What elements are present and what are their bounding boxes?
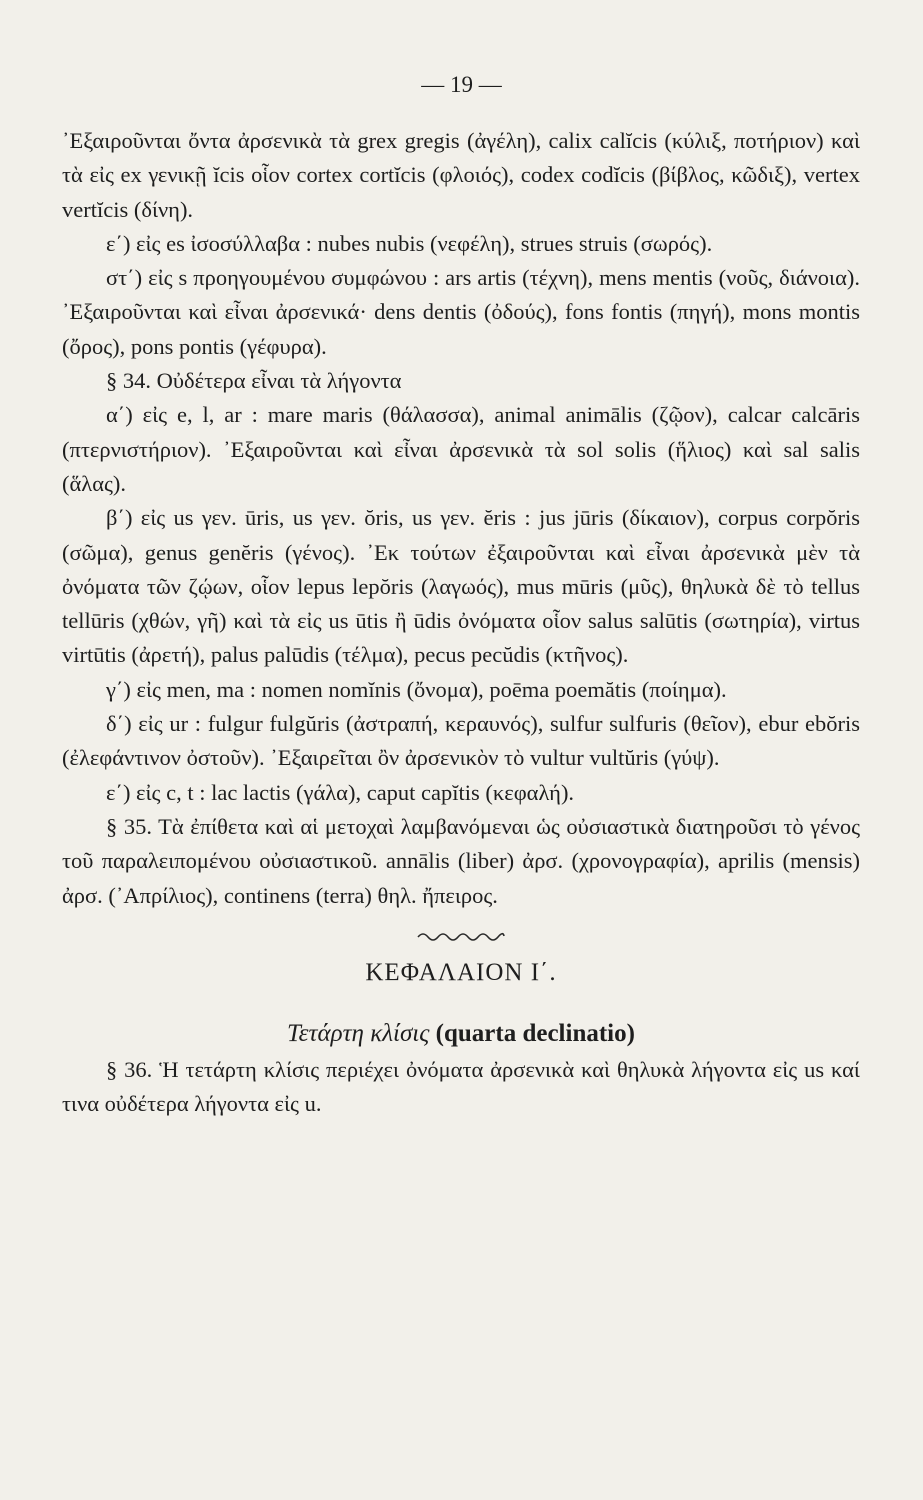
subtitle-latin: (quarta declinatio) bbox=[435, 1019, 635, 1047]
paragraph-s-consonant: στ΄) εἰς s προηγουμένου συμφώνου : ars artis (τέχνη), mens mentis (νοῦς, διάνοια). ᾿Εξαιροῦνται καὶ εἶναι ἀρσενικά· dens dentis (ὀδούς), fons fontis (πηγή), mons montis (ὄρος), pons pontis (γέφυρα). bbox=[62, 265, 860, 359]
paragraph-us: β΄) εἰς us γεν. ūris, us γεν. ŏris, us γεν. ĕris : jus jūris (δίκαιον), corpus corpŏris (σῶμα), genus genĕris (γένος). ᾿Εκ τούτων ἐξαιροῦνται καὶ εἶναι ἀρσενικὰ μὲν τὰ ὀνόματα τῶν ζῴων, οἷον lepus lepŏris (λαγωός), mus mūris (μῦς), θηλυκὰ δὲ τὸ tellus tellūris (χθών, γῆ) καὶ τὰ εἰς us ūtis ἢ ūdis ὀνόματα οἷον salus salūtis (σωτηρία), virtus virtūtis (ἀρετή), palus palūdis (τέλμα), pecus pecŭdis (κτῆνος). bbox=[62, 505, 860, 668]
section-35: § 35. Τὰ ἐπίθετα καὶ αἱ μετοχαὶ λαμβανόμεναι ὡς οὐσιαστικὰ διατηροῦσι τὸ γένος τοῦ παραλειπομένου οὐσιαστικοῦ. annālis (liber) ἀρσ. (χρονογραφία), aprilis (mensis) ἀρσ. (᾿Απρίλιος), continens (terra) θηλ. ἤπειρος. bbox=[62, 813, 860, 908]
page-body bbox=[62, 124, 860, 1121]
paragraph-es: ε΄) εἰς es ἰσοσύλλαβα : nubes nubis (νεφέλη), strues struis (σωρός). bbox=[106, 230, 713, 256]
section-36: § 36. Ἡ τετάρτη κλίσις περιέχει ὀνόματα ἀρσενικὰ καὶ θηλυκὰ λήγοντα εἰς us καί τινα οὐδέτερα λήγοντα εἰς u. bbox=[62, 1056, 860, 1117]
chapter-heading: ΚΕΦΑΛΑΙΟΝ Ι΄. bbox=[365, 958, 557, 986]
paragraph-men-ma: γ΄) εἰς men, ma : nomen nomĭnis (ὄνομα), poēma poemătis (ποίημα). bbox=[106, 676, 727, 702]
page-number: — 19 — bbox=[421, 72, 502, 97]
subtitle-greek: Τετάρτη κλίσις bbox=[287, 1019, 430, 1047]
section-34-heading: § 34. Οὐδέτερα εἶναι τὰ λήγοντα bbox=[106, 368, 402, 394]
paragraph-c-t: ε΄) εἰς c, t : lac lactis (γάλα), caput capĭtis (κεφαλή). bbox=[106, 779, 575, 805]
wave-ornament-icon bbox=[416, 928, 506, 942]
paragraph-exceptions-ex: ᾿Εξαιροῦνται ὄντα ἀρσενικὰ τὰ grex gregis (ἀγέλη), calix calĭcis (κύλιξ, ποτήριον) καὶ τὰ εἰς ex γενικῇ ĭcis οἷον cortex cortĭcis (φλοιός), codex codĭcis (βίβλος, κῶδιξ), vertex vertĭcis (δίνη). bbox=[62, 128, 860, 222]
wave-divider bbox=[62, 927, 860, 943]
paragraph-e-l-ar: α΄) εἰς e, l, ar : mare maris (θάλασσα), animal animālis (ζῷον), calcar calcāris (πτερνιστήριον). ᾿Εξαιροῦνται καὶ εἶναι ἀρσενικὰ τὰ sol solis (ἥλιος) καὶ sal salis (ἅλας). bbox=[62, 402, 860, 496]
paragraph-ur: δ΄) εἰς ur : fulgur fulgŭris (ἀστραπή, κεραυνός), sulfur sulfuris (θεῖον), ebur ebŏris (ἐλεφάντινον ὀστοῦν). ᾿Εξαιρεῖται ὂν ἀρσενικὸν τὸ vultur vultŭris (γύψ). bbox=[62, 711, 860, 771]
chapter-subtitle bbox=[62, 1015, 860, 1053]
